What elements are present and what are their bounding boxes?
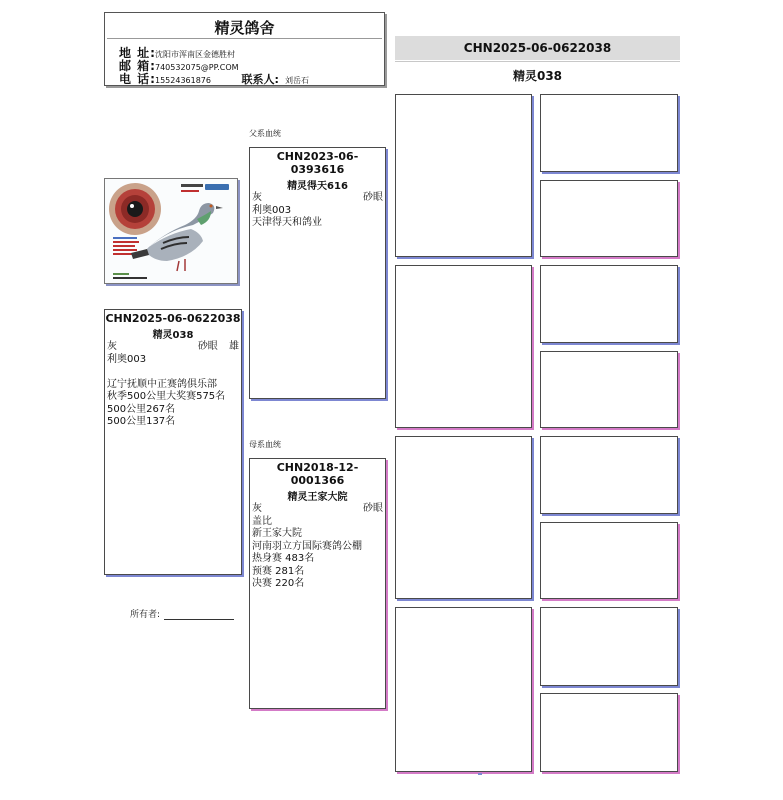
phone-value: 15524361876: [155, 76, 211, 85]
dam-attributes: [250, 503, 385, 516]
subject-strain: 利奥003: [107, 353, 147, 365]
subject-note: 秋季500公里大奖赛575名: [107, 391, 226, 402]
sire-ring: CHN2023-06-0393616: [276, 150, 359, 176]
phone-label: 电 话:: [119, 72, 156, 86]
owner-field: [130, 607, 234, 620]
subject-color: 灰: [107, 341, 117, 352]
dam-ring: CHN2018-12-0001366: [276, 461, 359, 487]
sire-strain: 利奥003: [252, 204, 292, 216]
sire-dam-card: [395, 265, 532, 428]
subject-sex: 雄: [229, 341, 239, 352]
subject-note: 500公里267名: [107, 403, 176, 415]
ggp-card-2: [540, 180, 678, 257]
dam-line: 新王家大院: [252, 528, 302, 539]
subject-spacer: [105, 366, 241, 379]
email-value: 740532075@PP.COM: [155, 63, 239, 72]
sire-line: 天津得天和鸽业: [252, 217, 322, 228]
sire-section-label: 父系血统: [249, 129, 281, 138]
pigeon-illustration: [105, 179, 237, 283]
ggp-card-1: [540, 94, 678, 172]
subject-note: 辽宁抚顺中正赛鸽俱乐部: [107, 378, 217, 390]
ggp-card-3: [540, 265, 678, 343]
sire-eye: 砂眼: [363, 192, 383, 203]
sire-attributes: [250, 192, 385, 205]
sire-sire-card: [395, 94, 532, 257]
sire-card: [249, 147, 386, 399]
subject-pigeon-card: [104, 309, 242, 575]
loft-info-card: [104, 12, 385, 86]
dam-section-label: 母系血统: [249, 440, 281, 449]
dam-color: 灰: [252, 503, 262, 514]
pedigree-ring-banner: CHN2025-06-0622038: [395, 36, 680, 60]
loft-title: 精灵鸽舍: [214, 19, 275, 37]
sire-color: 灰: [252, 192, 262, 203]
owner-blank-line[interactable]: [164, 610, 234, 620]
phone-row: [119, 70, 309, 87]
dam-line: 热身赛 483名: [252, 553, 315, 564]
dam-line: 河南羽立方国际赛鸽公棚: [252, 540, 362, 552]
dam-line: 决赛 220名: [252, 578, 305, 589]
dam-sire-card: [395, 436, 532, 599]
ggp-card-7: [540, 607, 678, 686]
dam-name: 精灵王家大院: [287, 492, 348, 503]
subject-ring: CHN2025-06-0622038: [105, 312, 241, 325]
banner-divider: [395, 61, 680, 62]
ggp-card-6: [540, 522, 678, 599]
sire-name: 精灵得天616: [287, 181, 348, 192]
subject-name: 精灵038: [152, 330, 194, 341]
pedigree-name: 精灵038: [512, 69, 563, 83]
dam-strain: 盖比: [252, 515, 272, 527]
dam-eye: 砂眼: [363, 503, 383, 514]
dam-card: [249, 458, 386, 709]
ggp-card-4: [540, 351, 678, 428]
address-value: 沈阳市浑南区金德胜村: [155, 50, 235, 59]
contact-label: 联系人:: [241, 73, 279, 86]
ggp-card-8: [540, 693, 678, 772]
loft-divider: [107, 38, 382, 39]
ggp-card-5: [540, 436, 678, 514]
page-marker: [478, 773, 482, 775]
dam-line: 预赛 281名: [252, 565, 305, 577]
subject-attributes: [105, 341, 241, 354]
dam-dam-card: [395, 607, 532, 772]
email-label: 邮 箱:: [119, 59, 156, 73]
contact-value: 刘岳石: [284, 76, 309, 85]
subject-note: 500公里137名: [107, 416, 176, 427]
pigeon-photo: [104, 178, 238, 284]
subject-eye: 砂眼: [197, 341, 218, 352]
address-label: 地 址:: [119, 46, 156, 60]
owner-label: 所有者:: [130, 610, 161, 620]
